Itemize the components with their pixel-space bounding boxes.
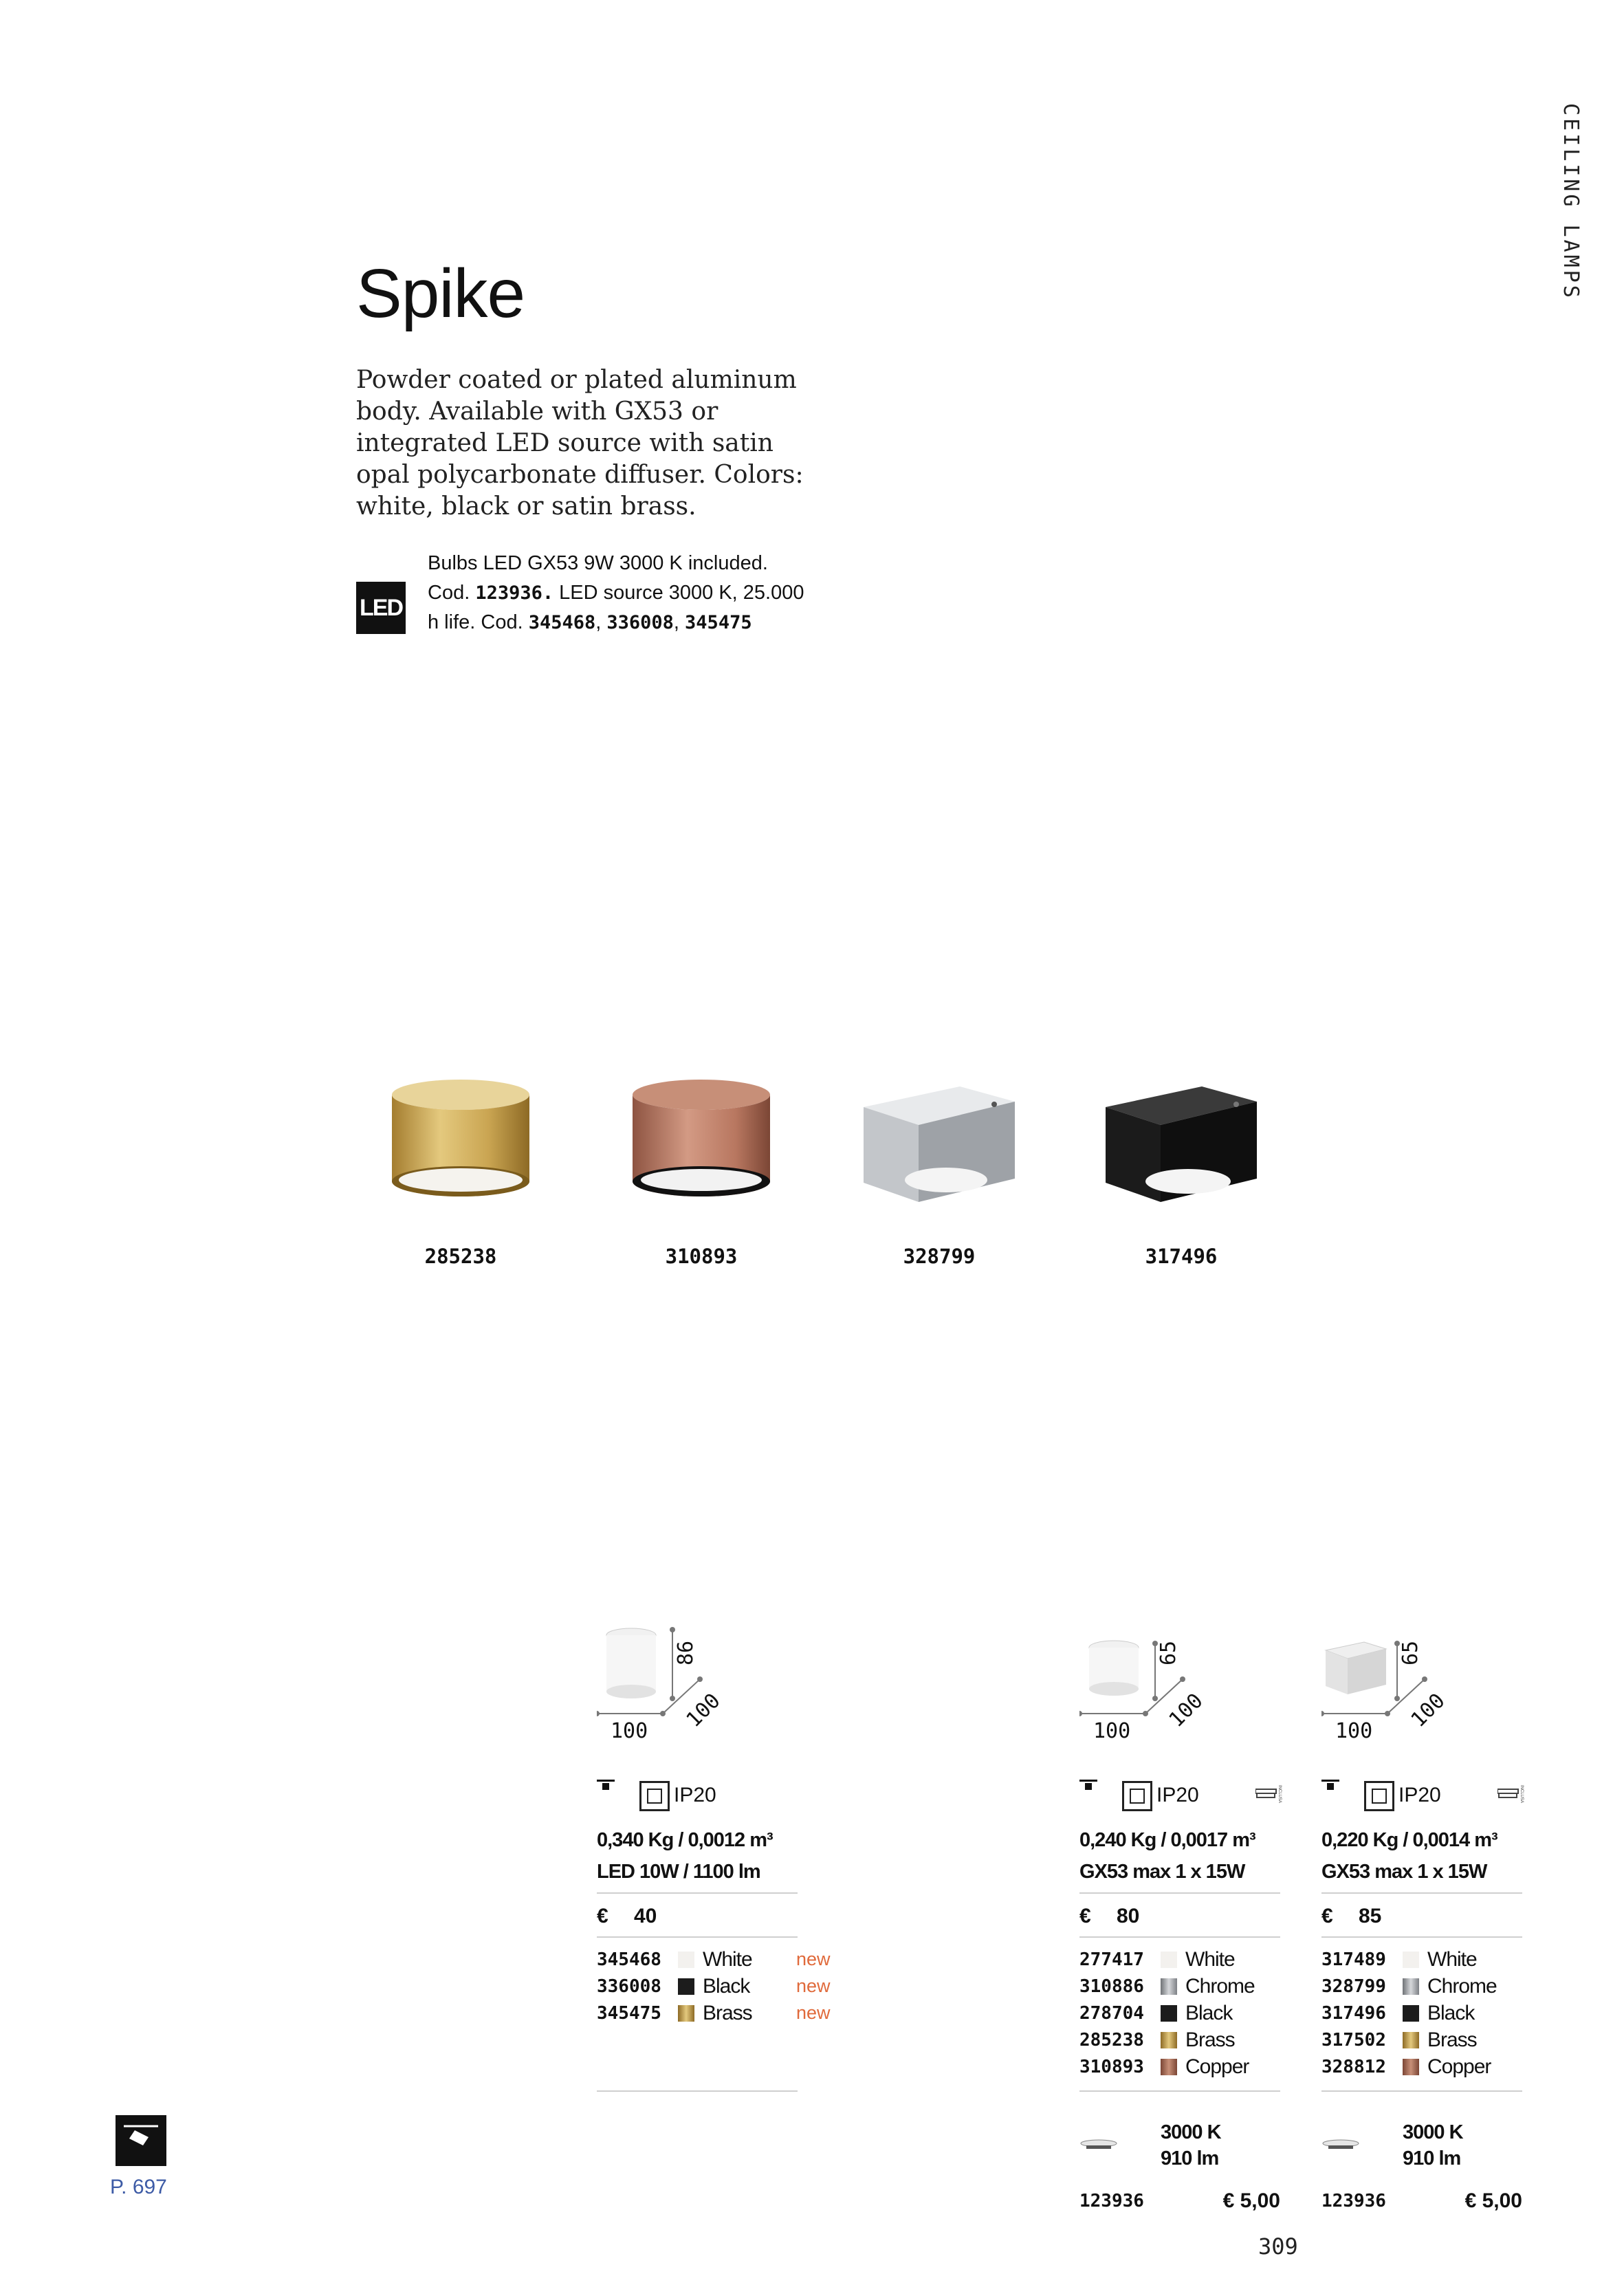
new-badge: new	[796, 1949, 831, 1969]
light-source: GX53 max 1 x 15W	[1321, 1861, 1487, 1883]
divider	[597, 1892, 798, 1894]
variant-row	[1321, 1946, 1528, 1973]
new-badge: new	[796, 1976, 831, 1996]
variant-row	[1079, 2000, 1286, 2026]
variant-row	[1321, 2026, 1528, 2053]
variant-color: Chrome	[1185, 1974, 1255, 1998]
led-note-code: 345475	[685, 612, 752, 633]
dimension-depth: 100	[681, 1688, 725, 1733]
inclusa-label: INCLUSA	[1519, 1785, 1524, 1804]
variant-color: Chrome	[1427, 1974, 1497, 1998]
track-spot-icon[interactable]	[116, 2115, 166, 2166]
variant-color: Black	[1185, 2001, 1233, 2024]
dimension-width: 100	[1093, 1719, 1131, 1743]
price	[1079, 1905, 1139, 1928]
variant-color: White	[703, 1947, 752, 1971]
variant-code: 317496	[1321, 2002, 1386, 2024]
led-note-code: 123936.	[475, 582, 554, 604]
bulb-price: € 5,00	[1222, 2189, 1280, 2212]
variant-color: Black	[1427, 2001, 1475, 2024]
price	[1321, 1905, 1381, 1928]
divider	[1321, 2090, 1522, 2092]
variant-color: Copper	[1427, 2055, 1491, 2078]
product-code: 285238	[424, 1245, 497, 1268]
product-image-brass-round	[364, 1059, 557, 1231]
bulb-kelvin: 3000 K	[1403, 2121, 1463, 2143]
color-swatch	[1161, 2059, 1177, 2075]
light-source: GX53 max 1 x 15W	[1079, 1861, 1245, 1883]
variant-row	[1321, 2000, 1528, 2026]
led-note-text: Bulbs LED GX53 9W 3000 K included. Cod.	[428, 552, 768, 604]
variant-code: 345468	[597, 1949, 661, 1970]
divider	[1079, 1892, 1280, 1894]
variant-row	[1079, 2026, 1286, 2053]
product-code: 317496	[1145, 1245, 1218, 1268]
divider	[597, 1936, 798, 1938]
color-swatch	[678, 1978, 694, 1995]
weight-volume: 0,240 Kg / 0,0017 m³	[1079, 1829, 1255, 1851]
variant-color: White	[1427, 1947, 1477, 1971]
product-title: Spike	[356, 255, 525, 332]
new-badge: new	[796, 2002, 831, 2023]
bulb-accessory	[1079, 2118, 1286, 2214]
variant-row	[1079, 1946, 1286, 1973]
led-note	[428, 549, 813, 637]
variant-color: Brass	[1185, 2028, 1235, 2051]
separator: ,	[595, 611, 607, 633]
bulb-code: 123936	[1321, 2191, 1386, 2211]
color-swatch	[1403, 1978, 1419, 1995]
variant-list	[597, 1946, 831, 2026]
inclusa-label: INCLUSA	[1277, 1785, 1282, 1804]
currency: €	[1079, 1905, 1091, 1927]
ip-rating-row	[597, 1774, 803, 1811]
bulb-included-icon	[1497, 1782, 1528, 1810]
product-description: Powder coated or plated aluminum body. Available with GX53 or integrated LED source with satin opal polycarbonate diffuser. Colors: white, black or satin brass.	[356, 366, 804, 521]
variant-color: Brass	[703, 2001, 752, 2024]
variant-color: White	[1185, 1947, 1235, 1971]
dimension-width: 100	[611, 1719, 648, 1743]
class-two-insulation-icon	[639, 1781, 670, 1811]
led-note-code: 345468	[528, 612, 596, 633]
section-label: CEILING LAMPS	[1559, 103, 1583, 300]
variant-code: 310893	[1079, 2056, 1144, 2077]
ip-rating: IP20	[1156, 1784, 1199, 1806]
ip-rating: IP20	[674, 1784, 716, 1806]
bulb-price: € 5,00	[1464, 2189, 1522, 2212]
weight-volume: 0,220 Kg / 0,0014 m³	[1321, 1829, 1497, 1851]
variant-row	[597, 1973, 831, 2000]
divider	[597, 2090, 798, 2092]
variant-code: 277417	[1079, 1949, 1144, 1970]
product-code: 310893	[665, 1245, 738, 1268]
led-note-code: 336008	[606, 612, 674, 633]
bulb-spec	[1161, 2119, 1221, 2172]
page-number: 309	[1258, 2233, 1298, 2260]
variant-code: 336008	[597, 1976, 661, 1997]
variant-code: 345475	[597, 2002, 661, 2024]
ceiling-mount-icon	[597, 1780, 615, 1788]
variant-list	[1079, 1946, 1286, 2080]
bulb-lumen: 910 lm	[1403, 2147, 1461, 2169]
variant-row	[1321, 2053, 1528, 2080]
currency: €	[1321, 1905, 1333, 1927]
ip-rating-row	[1079, 1774, 1286, 1811]
dimension-height: 86	[674, 1640, 698, 1665]
variant-code: 328799	[1321, 1976, 1386, 1997]
ip-rating: IP20	[1398, 1784, 1441, 1806]
bulb-spec	[1403, 2119, 1463, 2172]
variant-color: Brass	[1427, 2028, 1477, 2051]
color-swatch	[1403, 2059, 1419, 2075]
price-value: 40	[634, 1905, 657, 1927]
bulb-lumen: 910 lm	[1161, 2147, 1219, 2169]
bulb-accessory	[1321, 2118, 1528, 2214]
variant-code: 317502	[1321, 2029, 1386, 2051]
dimension-width: 100	[1335, 1719, 1373, 1743]
dimension-height: 65	[1156, 1640, 1181, 1665]
color-swatch	[1403, 2005, 1419, 2022]
price-value: 85	[1359, 1905, 1382, 1927]
separator: ,	[673, 611, 685, 633]
bulb-code: 123936	[1079, 2191, 1144, 2211]
bulb-kelvin: 3000 K	[1161, 2121, 1221, 2143]
price	[597, 1905, 657, 1928]
variant-code: 278704	[1079, 2002, 1144, 2024]
light-source: LED 10W / 1100 lm	[597, 1861, 760, 1883]
price-value: 80	[1117, 1905, 1140, 1927]
dimension-depth: 100	[1164, 1688, 1208, 1733]
variant-code: 310886	[1079, 1976, 1144, 1997]
gx53-bulb-icon	[1079, 2139, 1118, 2151]
variant-list	[1321, 1946, 1528, 2080]
class-two-insulation-icon	[1122, 1781, 1152, 1811]
color-swatch	[1161, 2005, 1177, 2022]
variant-color: Copper	[1185, 2055, 1249, 2078]
color-swatch	[1161, 1978, 1177, 1995]
variant-code: 285238	[1079, 2029, 1144, 2051]
divider	[1079, 2090, 1280, 2092]
color-swatch	[1161, 2032, 1177, 2048]
variant-row	[1321, 1973, 1528, 2000]
bulb-included-icon	[1255, 1782, 1286, 1810]
dimension-height: 65	[1398, 1640, 1423, 1665]
divider	[1321, 1936, 1522, 1938]
variant-row	[1079, 1973, 1286, 2000]
gx53-bulb-icon	[1321, 2139, 1360, 2151]
product-image-chrome-square	[843, 1059, 1035, 1231]
divider	[1321, 1892, 1522, 1894]
product-image-copper-round	[605, 1059, 798, 1231]
ceiling-mount-icon	[1079, 1780, 1097, 1788]
product-image-black-square	[1085, 1059, 1277, 1231]
weight-volume: 0,340 Kg / 0,0012 m³	[597, 1829, 773, 1851]
variant-code: 328812	[1321, 2056, 1386, 2077]
variant-row	[597, 2000, 831, 2026]
variant-row	[597, 1946, 831, 1973]
color-swatch	[678, 2005, 694, 2022]
divider	[1079, 1936, 1280, 1938]
color-swatch	[1403, 2032, 1419, 2048]
ip-rating-row	[1321, 1774, 1528, 1811]
color-swatch	[1161, 1952, 1177, 1968]
led-badge: LED	[356, 582, 406, 634]
product-code: 328799	[903, 1245, 976, 1268]
page-reference-link[interactable]: P. 697	[110, 2176, 167, 2198]
currency: €	[597, 1905, 608, 1927]
dimension-depth: 100	[1406, 1688, 1450, 1733]
color-swatch	[678, 1952, 694, 1968]
ceiling-mount-icon	[1321, 1780, 1339, 1788]
variant-code: 317489	[1321, 1949, 1386, 1970]
class-two-insulation-icon	[1364, 1781, 1394, 1811]
led-note-text: LED source 3000 K, 25.000 h life. Cod.	[428, 582, 804, 633]
color-swatch	[1403, 1952, 1419, 1968]
variant-color: Black	[703, 1974, 750, 1998]
variant-row	[1079, 2053, 1286, 2080]
